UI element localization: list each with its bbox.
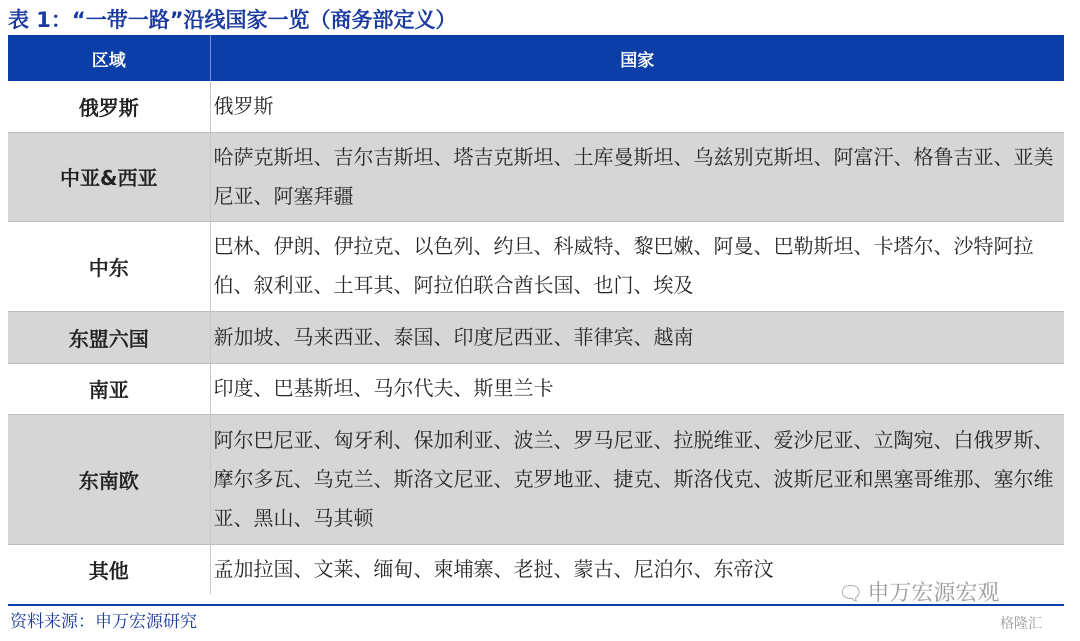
wechat-icon: 🗨 bbox=[838, 581, 864, 605]
country-table bbox=[8, 35, 1064, 594]
header-region: 区域 bbox=[8, 35, 210, 81]
table-row bbox=[8, 311, 1064, 363]
region-cell: 俄罗斯 bbox=[8, 81, 210, 132]
region-cell: 南亚 bbox=[8, 363, 210, 414]
source-note: 资料来源：申万宏源研究 bbox=[10, 612, 197, 632]
countries-cell: 阿尔巴尼亚、匈牙利、保加利亚、波兰、罗马尼亚、拉脱维亚、爱沙尼亚、立陶宛、白俄罗斯、摩尔多瓦、乌克兰、斯洛文尼亚、克罗地亚、捷克、斯洛伐克、波斯尼亚和黑塞哥维那、塞尔维亚、黑山、马其顿 bbox=[210, 414, 1064, 544]
table-row bbox=[8, 414, 1064, 544]
countries-cell: 新加坡、马来西亚、泰国、印度尼西亚、菲律宾、越南 bbox=[210, 311, 1064, 363]
countries-cell: 孟加拉国、文莱、缅甸、柬埔寨、老挝、蒙古、尼泊尔、东帝汶 bbox=[210, 544, 1064, 594]
table-title: 表 1：“一带一路”沿线国家一览（商务部定义） bbox=[8, 8, 457, 32]
table-row bbox=[8, 81, 1064, 132]
countries-cell: 哈萨克斯坦、吉尔吉斯坦、塔吉克斯坦、土库曼斯坦、乌兹别克斯坦、阿富汗、格鲁吉亚、亚美尼亚、阿塞拜疆 bbox=[210, 132, 1064, 221]
region-cell: 中东 bbox=[8, 221, 210, 311]
region-cell: 东盟六国 bbox=[8, 311, 210, 363]
region-cell: 其他 bbox=[8, 544, 210, 594]
countries-cell: 印度、巴基斯坦、马尔代夫、斯里兰卡 bbox=[210, 363, 1064, 414]
region-cell: 中亚&西亚 bbox=[8, 132, 210, 221]
countries-cell: 俄罗斯 bbox=[213, 93, 274, 118]
site-watermark: 格隆汇 bbox=[1000, 616, 1042, 632]
table-row bbox=[8, 132, 1064, 221]
header-countries: 国家 bbox=[620, 50, 655, 71]
watermark-text: 申万宏源宏观 bbox=[867, 581, 1000, 606]
table-row bbox=[8, 221, 1064, 311]
watermark bbox=[838, 578, 999, 609]
table-row bbox=[8, 363, 1064, 414]
table-header-row bbox=[8, 35, 1064, 81]
countries-cell: 巴林、伊朗、伊拉克、以色列、约旦、科威特、黎巴嫩、阿曼、巴勒斯坦、卡塔尔、沙特阿拉伯、叙利亚、土耳其、阿拉伯联合酋长国、也门、埃及 bbox=[210, 221, 1064, 311]
region-cell: 东南欧 bbox=[8, 414, 210, 544]
